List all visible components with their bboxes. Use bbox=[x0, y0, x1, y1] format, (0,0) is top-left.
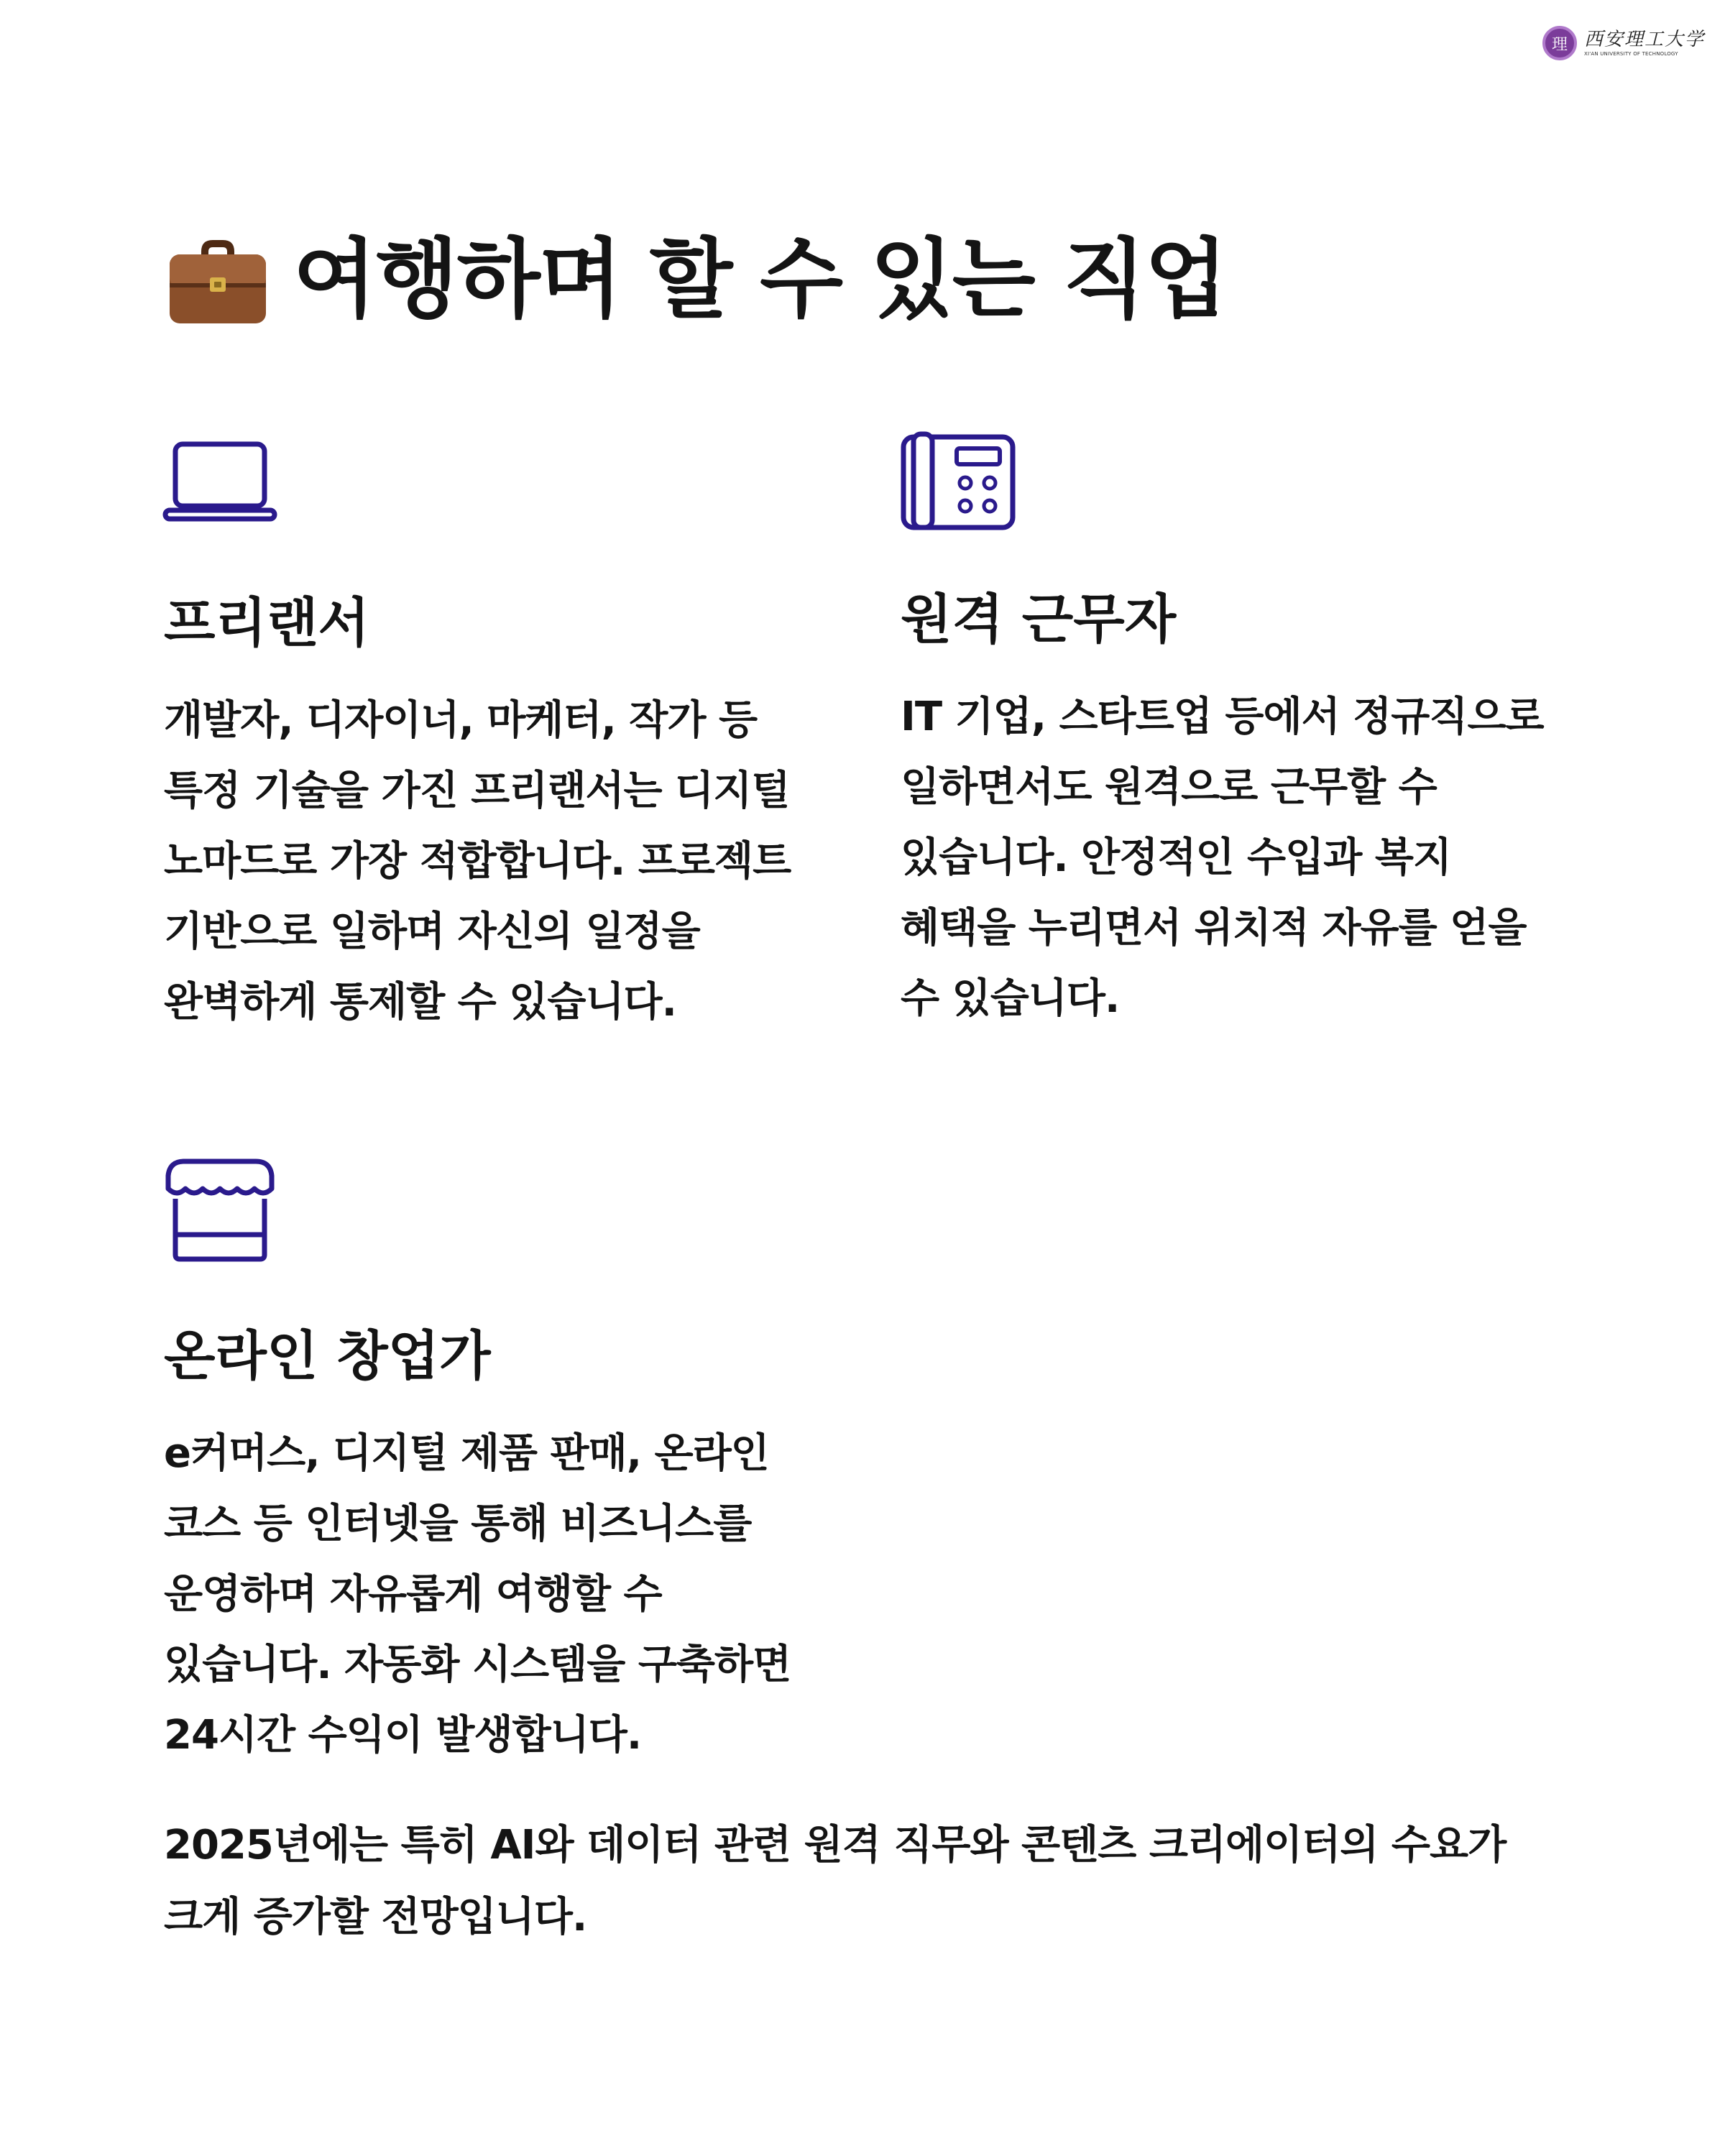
job-title-remote-worker: 원격 근무자 bbox=[901, 589, 1177, 650]
phone-icon bbox=[901, 431, 1016, 532]
university-seal-icon bbox=[1542, 26, 1577, 60]
job-description-online-founder: e커머스, 디지털 제품 판매, 온라인 코스 등 인터넷을 통해 비즈니스를 운영하며 자유롭게 여행할 수 있습니다. 자동화 시스템을 구축하면 24시간 수익이 발생합니다. bbox=[164, 1430, 791, 1759]
footer-note: 2025년에는 특히 AI와 데이터 관련 원격 직무와 콘텐츠 크리에이터의 수요가 크게 증가할 전망입니다. bbox=[164, 1822, 1506, 1940]
job-title-online-founder: 온라인 창업가 bbox=[164, 1325, 491, 1387]
logo-seal-char: 理 bbox=[1551, 35, 1568, 54]
logo-name-cn: 西安理工大学 bbox=[1583, 28, 1705, 50]
job-description-freelancer: 개발자, 디자이너, 마케터, 작가 등 특정 기술을 가진 프리랜서는 디지털 노마드로 가장 적합합니다. 프로젝트 기반으로 일하며 자신의 일정을 완벽하게 통제할 수 있습니다. bbox=[164, 697, 791, 1026]
briefcase-icon bbox=[164, 230, 272, 331]
job-card-online-founder bbox=[164, 1157, 825, 1771]
page-header bbox=[164, 230, 1226, 331]
page-title: 여행하며 할 수 있는 직업 bbox=[293, 230, 1227, 330]
job-description-remote-worker: IT 기업, 스타트업 등에서 정규직으로 일하면서도 원격으로 근무할 수 있습니다. 안정적인 수입과 복지 혜택을 누리면서 위치적 자유를 얻을 수 있습니다. bbox=[901, 694, 1544, 1022]
storefront-icon bbox=[162, 1157, 277, 1265]
university-logo bbox=[1542, 26, 1705, 60]
logo-name-en: XI'AN UNIVERSITY OF TECHNOLOGY bbox=[1583, 50, 1678, 57]
laptop-icon bbox=[162, 438, 277, 525]
job-card-freelancer bbox=[164, 438, 825, 1038]
logo-text bbox=[1584, 30, 1705, 57]
job-title-freelancer: 프리랜서 bbox=[164, 592, 369, 654]
job-card-remote-worker bbox=[901, 431, 1562, 1034]
